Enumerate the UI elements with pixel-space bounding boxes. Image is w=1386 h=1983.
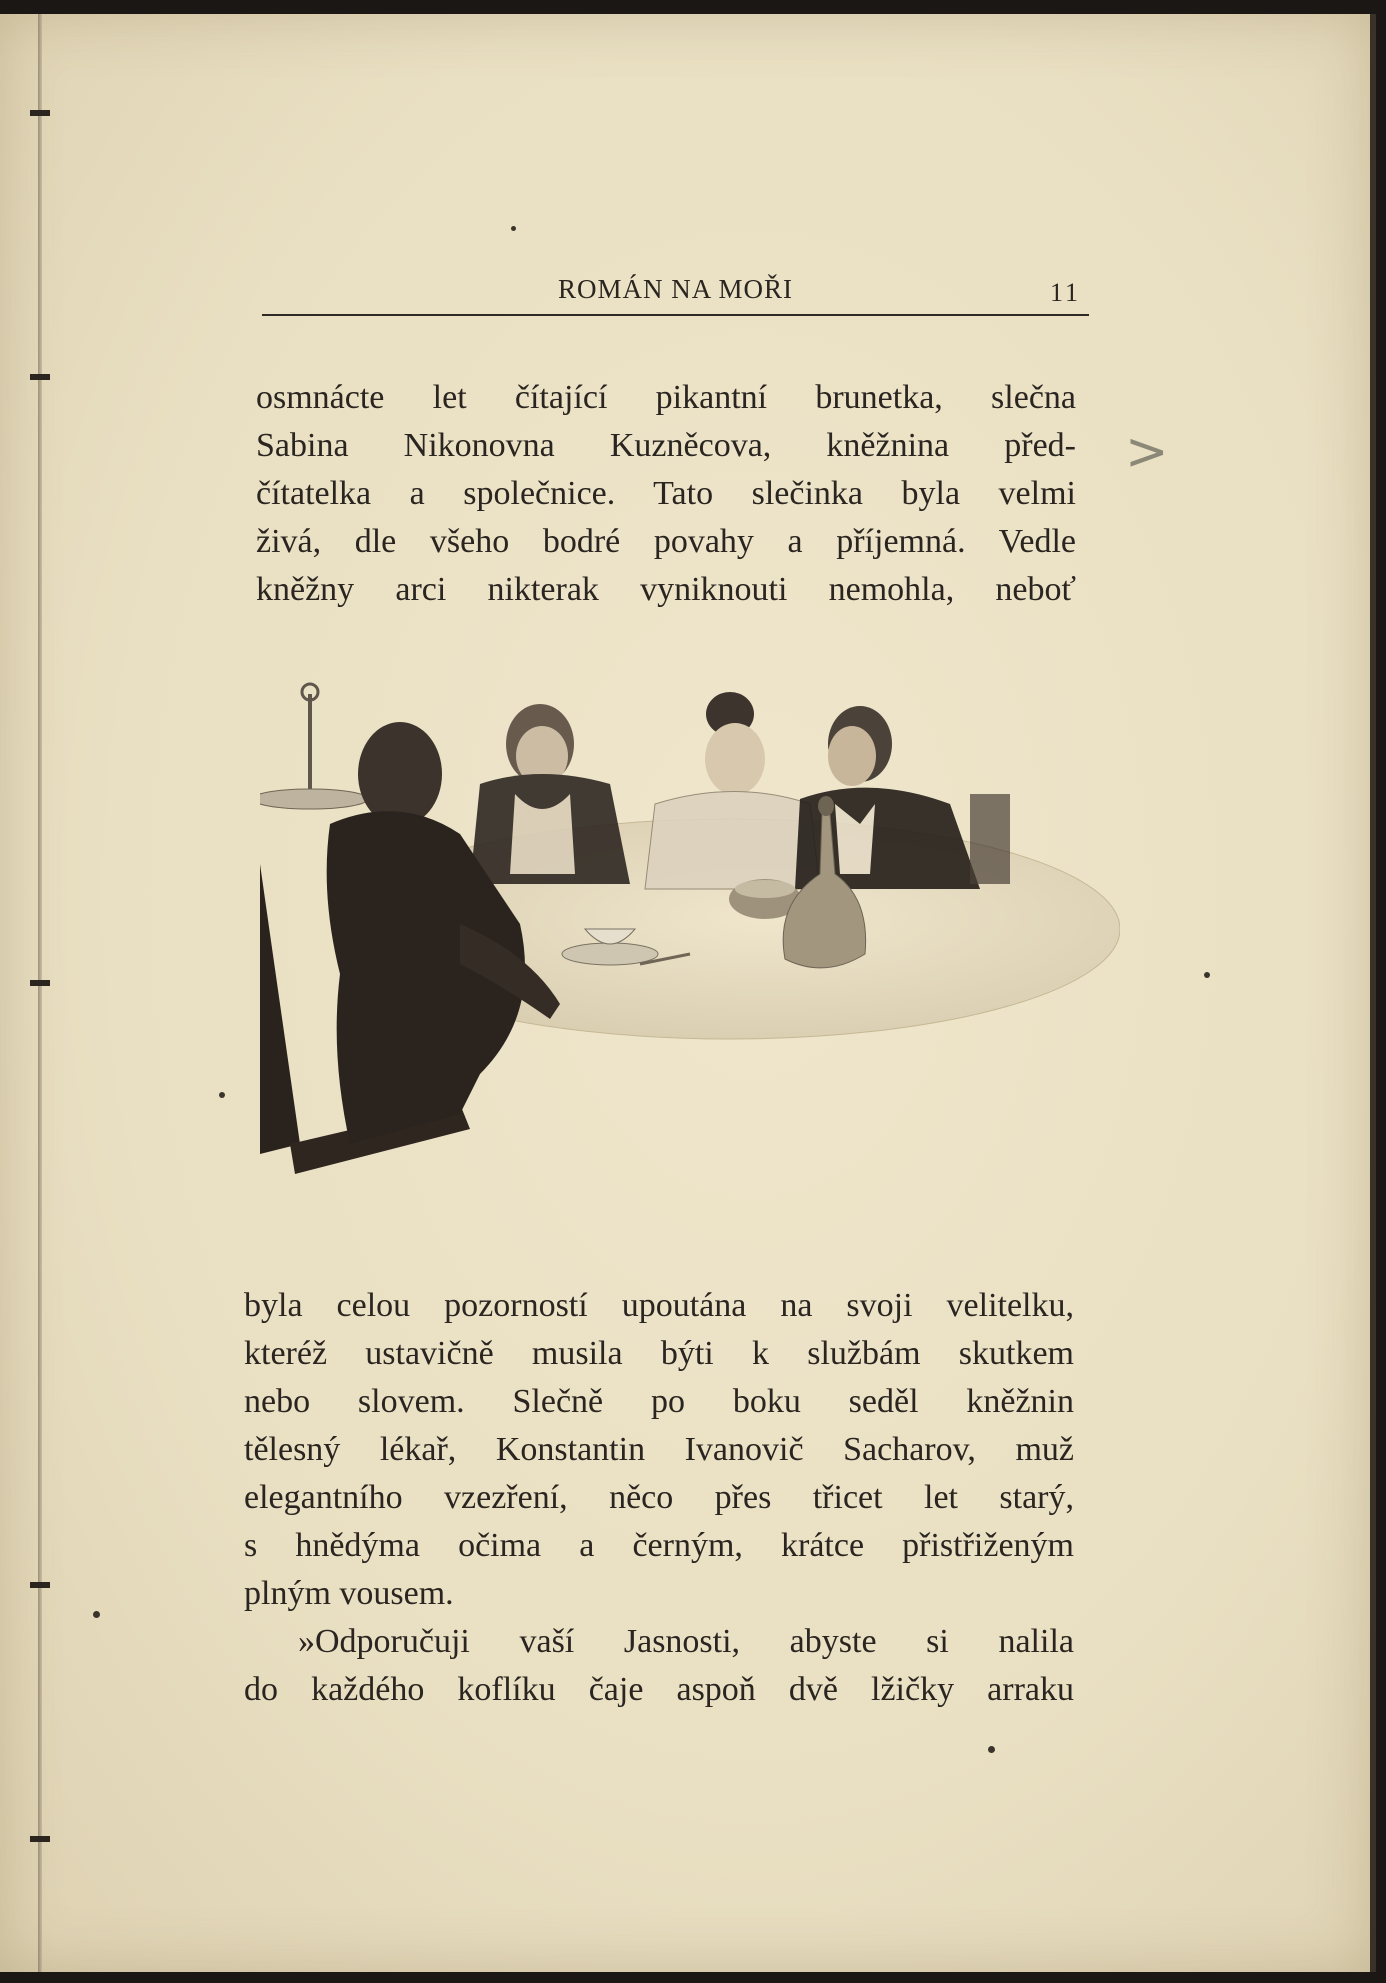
text-line: čítatelka a společnice. Tato slečinka byla velmi [256,475,1076,512]
text-line: s hnědýma očima a černým, krátce přistřiženým [244,1527,1074,1564]
text-line: živá, dle všeho bodré povahy a příjemná. Vedle [256,523,1076,560]
text-line: »Odporučuji vaší Jasnosti, abyste si nalila [298,1623,1074,1660]
running-title: ROMÁN NA MOŘI [557,274,794,304]
figure-young-woman [645,692,820,889]
margin-pencil-mark: > [1125,422,1169,482]
binding-stitch [30,980,50,986]
paragraph-top [256,374,1076,614]
binding-gutter [38,14,42,1972]
illustration-tea-table [260,674,1120,1214]
paper-speck [219,1092,225,1098]
text-line: nebo slovem. Slečně po boku seděl kněžnin [244,1383,1074,1420]
text-line: elegantního vzezření, něco přes třicet let starý, [244,1479,1074,1516]
binding-stitch [30,1836,50,1842]
paper-speck [511,226,516,231]
running-head [262,268,1089,316]
paper-speck [93,1611,100,1618]
figure-older-lady [470,704,630,884]
paragraph-bottom [244,1282,1074,1714]
text-line: byla celou pozorností upoutána na svoji velitelku, [244,1287,1074,1324]
text-line: do každého koflíku čaje aspoň dvě lžičky arraku [244,1671,1074,1708]
text-line: Sabina Nikonovna Kuzněcova, kněžnina před- [256,427,1076,464]
binding-stitch [30,374,50,380]
text-line: kněžny arci nikterak vyniknouti nemohla, neboť [256,571,1076,608]
book-page [0,14,1376,1972]
binding-stitch [30,110,50,116]
tea-cake-stand [260,684,368,809]
text-line: kteréž ustavičně musila býti k službám skutkem [244,1335,1074,1372]
text-line: plným vousem. [244,1575,454,1612]
text-line: tělesný lékař, Konstantin Ivanovič Sacharov, muž [244,1431,1074,1468]
paper-speck [1204,972,1210,978]
binding-stitch [30,1582,50,1588]
paper-speck [988,1746,995,1753]
text-line: osmnácte let čítající pikantní brunetka, slečna [256,379,1076,416]
page-number: 11 [1049,278,1081,307]
